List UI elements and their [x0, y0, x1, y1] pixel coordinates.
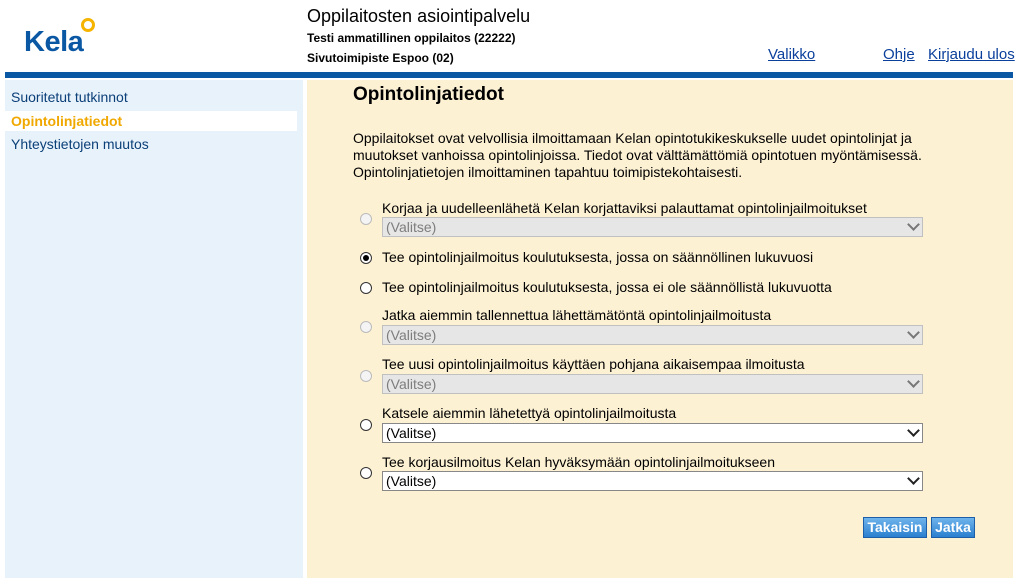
header-divider	[5, 72, 1013, 78]
option-correction-notice-label: Tee korjausilmoitus Kelan hyväksymään opintolinjailmoitukseen	[382, 454, 775, 470]
select-value: (Valitse)	[386, 425, 437, 441]
option-correction-notice-select[interactable]	[382, 471, 923, 491]
option-new-from-previous-select	[382, 374, 923, 394]
kela-logo	[24, 18, 104, 62]
chevron-down-icon	[907, 424, 920, 437]
sidebar-item-study-line-info[interactable]: Opintolinjatiedot	[5, 111, 297, 131]
chevron-down-icon	[907, 218, 920, 231]
option-irregular-year-radio[interactable]	[360, 282, 372, 294]
select-value: (Valitse)	[386, 473, 437, 489]
option-view-sent-select[interactable]	[382, 423, 923, 443]
chevron-down-icon	[907, 472, 920, 485]
app-title: Oppilaitosten asiointipalvelu	[307, 6, 531, 26]
chevron-down-icon	[907, 375, 920, 388]
option-regular-year-label: Tee opintolinjailmoitus koulutuksesta, jossa on säännöllinen lukuvuosi	[382, 249, 814, 265]
sidebar-item-completed-degrees[interactable]: Suoritetut tutkinnot	[11, 89, 128, 105]
option-regular-year-radio[interactable]	[360, 252, 372, 264]
select-value: (Valitse)	[386, 376, 437, 392]
option-new-from-previous-label: Tee uusi opintolinjailmoitus käyttäen pohjana aikaisempaa ilmoitusta	[382, 356, 805, 372]
page-title: Opintolinjatiedot	[353, 84, 504, 105]
option-continue-saved-select	[382, 325, 923, 345]
continue-button[interactable]: Jatka	[931, 517, 975, 538]
sidebar-item-contact-info-change[interactable]: Yhteystietojen muutos	[11, 136, 149, 152]
option-view-sent-label: Katsele aiemmin lähetettyä opintolinjailmoitusta	[382, 405, 677, 421]
main-panel	[307, 80, 1013, 578]
option-continue-saved-label: Jatka aiemmin tallennettua lähettämätöntä opintolinjailmoitusta	[382, 307, 772, 323]
org-name: Testi ammatillinen oppilaitos (22222)	[307, 31, 516, 45]
option-continue-saved-radio	[360, 321, 372, 333]
chevron-down-icon	[907, 326, 920, 339]
option-correct-resend-select	[382, 217, 923, 237]
select-value: (Valitse)	[386, 327, 437, 343]
intro-text: Oppilaitokset ovat velvollisia ilmoittamaan Kelan opintotukikeskukselle uudet opintolinjat ja muutokset vanhoissa opintolinjoissa. Tiedot ovat välttämättömiä opintotuen myöntämisessä. Opintolinjatietojen ilmoittaminen tapahtuu toimipistekohtaisesti.	[353, 130, 922, 180]
org-unit: Sivutoimipiste Espoo (02)	[307, 51, 454, 65]
back-button[interactable]: Takaisin	[863, 517, 927, 538]
option-view-sent-radio[interactable]	[360, 419, 372, 431]
select-value: (Valitse)	[386, 219, 437, 235]
option-irregular-year-label: Tee opintolinjailmoitus koulutuksesta, jossa ei ole säännöllistä lukuvuotta	[382, 279, 832, 295]
sidebar	[5, 80, 303, 578]
logo-ring-icon	[81, 18, 95, 32]
logo-text: Kela	[24, 26, 84, 58]
option-correct-resend-radio	[360, 213, 372, 225]
logout-link[interactable]: Kirjaudu ulos	[928, 46, 1015, 63]
menu-link[interactable]: Valikko	[768, 46, 816, 63]
option-correct-resend-label: Korjaa ja uudelleenlähetä Kelan korjattaviksi palauttamat opintolinjailmoitukset	[382, 200, 867, 216]
help-link[interactable]: Ohje	[883, 46, 915, 63]
option-correction-notice-radio[interactable]	[360, 467, 372, 479]
option-new-from-previous-radio	[360, 370, 372, 382]
